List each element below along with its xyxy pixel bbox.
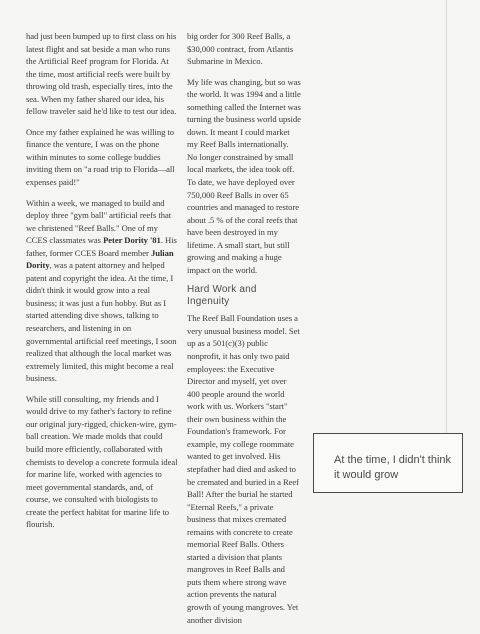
paragraph bbox=[26, 197, 178, 385]
paragraph-text: Within a week, we managed to build and deploy three "gym ball" artificial reefs that we christened "Reef Balls." One of my CCES classmates was bbox=[26, 197, 172, 246]
paragraph: had just been bumped up to first class on his latest flight and sat beside a man who runs the Artificial Reef program for Florida. At the time, most artificial reefs were built by throwing old trash, especially tires, into the sea. When my father shared our idea, his fellow traveler said he'd like to test our idea. bbox=[26, 31, 177, 117]
paragraph: Once my father explained he was willing to finance the venture, I was on the phone within minutes to some college buddies inviting them on "a road trip to Florida—all expenses paid!" bbox=[26, 126, 175, 188]
paragraph: big order for 300 Reef Balls, a $30,000 contract, from Atlantis Submarine in Mexico. bbox=[187, 31, 294, 67]
paragraph: The Reef Ball Foundation uses a very unusual business model. Set up as a 501(c)(3) public nonprofit, it has only two paid employees: the Executive Director and myself, yet over 400 people around the world work with us. Workers "start" their own business within the Foundation's framework. For example, my college roommate wanted to get involved. His stepfather had died and asked to be cremated and buried in a Reef Ball! After the burial he started "Eternal Reefs," a private business that mixes cremated remains with concrete to create memorial Reef Balls. Others started a division that plants mangroves in Reef Balls and puts them where strong wave action prevents the natural growth of young mangroves. Yet another division bbox=[187, 313, 300, 625]
pull-quote-box bbox=[313, 433, 463, 493]
left-text-column bbox=[26, 30, 178, 539]
page-edge-divider bbox=[446, 0, 447, 480]
paragraph: While still consulting, my friends and I would drive to my father's factory to refine our original jury-rigged, chicken-wire, gym-ball creation. We made molds that could build more efficiently, collaborated with chemists to develop a concrete formula ideal for marine life, worked with agencies to meet governmental standards, and, of course, we consulted with biologists to create the perfect habitat for marine life to flourish. bbox=[26, 393, 178, 530]
paragraph: My life was changing, but so was the world. It was 1994 and a little something called the Internet was turning the business world upside down. It meant I could market my Reef Balls internationally. No longer constrained by small local markets, the idea took off. To date, we have deployed over 750,000 Reef Balls in over 65 countries and managed to restore about .5 % of the coral reefs that have been destroyed in my lifetime. A small start, but still growing and making a huge impact on the world. bbox=[187, 76, 301, 275]
section-heading: Hard Work and Ingenuity bbox=[187, 284, 257, 308]
bold-name: Peter Dority '81 bbox=[103, 235, 161, 246]
right-text-column bbox=[187, 30, 301, 634]
paragraph-text: . His father, former CCES Board member bbox=[26, 235, 177, 258]
pull-quote-text: At the time, I didn't think it would grow bbox=[334, 454, 452, 481]
bold-name: Julian Dority bbox=[26, 247, 174, 271]
paragraph-text: , was a patent attorney and helped patent and copyright the idea. At the time, I didn't think it would grow into a real business; it was just a fun hobby. But as I started attending dive shows, talking to researchers, and listening in on governmental artificial reef meetings, I soon realized that although the local market was extremely limited, this might become a real business. bbox=[26, 260, 177, 384]
